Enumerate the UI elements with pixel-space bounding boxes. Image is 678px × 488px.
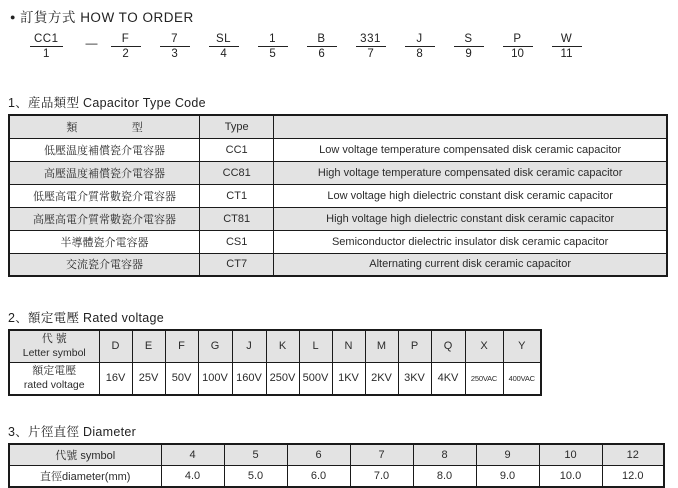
order-code-position: 4: [220, 48, 227, 60]
diameter-symbol-cell: 10: [539, 444, 602, 466]
page-title-text: 訂貨方式 HOW TO ORDER: [19, 10, 194, 25]
section-heading: 3、片徑直徑 Diameter: [8, 424, 137, 439]
type-desc-cell: High voltage temperature compensated disk ceramic capacitor: [274, 161, 667, 184]
voltage-value-cell: 25V: [132, 362, 165, 394]
order-code-position: 6: [318, 48, 325, 60]
diameter-value-cell: 9.0: [476, 465, 539, 487]
order-code-value: CC1: [30, 33, 63, 47]
order-code-position: 7: [367, 48, 374, 60]
diameter-symbol-cell: 9: [476, 444, 539, 466]
order-code-item: [209, 33, 239, 60]
order-code-position: 11: [560, 48, 573, 60]
diameter-value-cell: 6.0: [287, 465, 350, 487]
order-code-value: F: [111, 33, 141, 47]
voltage-value-row: [9, 362, 541, 394]
voltage-value-cell: 1KV: [332, 362, 365, 394]
diameter-value-cell: 7.0: [350, 465, 413, 487]
diameter-symbol-label-cell: 代號 symbol: [9, 444, 161, 466]
voltage-symbol-cell: J: [232, 330, 266, 362]
order-code-position: 5: [269, 48, 276, 60]
diameter-symbol-cell: 6: [287, 444, 350, 466]
voltage-value-cell: 250V: [266, 362, 299, 394]
voltage-symbol-label-cell: [9, 330, 99, 362]
order-code-value: P: [503, 33, 533, 47]
voltage-symbol-cell: L: [299, 330, 332, 362]
order-code-item: [307, 33, 337, 60]
diameter-symbol-cell: 12: [602, 444, 664, 466]
type-desc-cell: Semiconductor dielectric insulator disk ceramic capacitor: [274, 230, 667, 253]
diameter-table: [8, 443, 665, 488]
type-desc-cell: Alternating current disk ceramic capacitor: [274, 253, 667, 276]
order-code-value: SL: [209, 33, 239, 47]
type-desc-cell: Low voltage temperature compensated disk ceramic capacitor: [274, 138, 667, 161]
type-code-cell: CT7: [200, 253, 274, 276]
table-row: [9, 207, 667, 230]
voltage-value-cell: 4KV: [431, 362, 465, 394]
order-code-value: B: [307, 33, 337, 47]
diameter-symbol-row: [9, 444, 664, 466]
rated-voltage-table: [8, 329, 542, 396]
type-code-cell: CC81: [200, 161, 274, 184]
voltage-value-cell: 500V: [299, 362, 332, 394]
dash-separator: —: [85, 36, 97, 50]
page-title: [10, 6, 678, 26]
type-cn-header-char: 類: [66, 121, 78, 134]
order-code-item: [552, 33, 582, 60]
order-code-item: [405, 33, 435, 60]
order-code-line: [30, 33, 678, 60]
order-code-item: [454, 33, 484, 60]
table-header-row: [9, 115, 667, 138]
section-heading: 2、額定電壓 Rated voltage: [8, 311, 165, 325]
voltage-symbol-cell: G: [198, 330, 232, 362]
voltage-symbol-cell: D: [99, 330, 132, 362]
diameter-symbol-cell: 5: [224, 444, 287, 466]
diameter-value-row: [9, 465, 664, 487]
order-code-item: [503, 33, 533, 60]
section-capacitor-type: [0, 93, 678, 277]
voltage-value-cell: 3KV: [398, 362, 431, 394]
order-code-item: [30, 33, 63, 60]
voltage-symbol-cell: Y: [503, 330, 541, 362]
table-row: [9, 161, 667, 184]
diameter-value-cell: 5.0: [224, 465, 287, 487]
voltage-value-cell: 160V: [232, 362, 266, 394]
bullet-icon: ●: [10, 11, 16, 22]
voltage-label-en: rated voltage: [23, 378, 85, 391]
section-rated-voltage: [0, 308, 678, 396]
order-code-item: [356, 33, 386, 60]
table-row: [9, 138, 667, 161]
type-cn-cell: 低壓高電介質常數瓷介電容器: [9, 184, 200, 207]
voltage-value-cell: 50V: [165, 362, 198, 394]
table-row: [9, 253, 667, 276]
symbol-label-cn: 代 號: [41, 333, 67, 345]
type-code-cell: CS1: [200, 230, 274, 253]
order-code-item: [160, 33, 190, 60]
voltage-value-cell: 250VAC: [465, 362, 503, 394]
type-code-cell: CC1: [200, 138, 274, 161]
type-code-header-cell: Type: [200, 115, 274, 138]
section-diameter: [0, 422, 678, 488]
type-desc-cell: Low voltage high dielectric constant disk ceramic capacitor: [274, 184, 667, 207]
diameter-value-cell: 4.0: [161, 465, 224, 487]
order-code-value: 1: [258, 33, 288, 47]
voltage-symbol-cell: M: [365, 330, 398, 362]
section-heading: 1、産品類型 Capacitor Type Code: [8, 96, 206, 110]
order-code-position: 10: [511, 48, 524, 60]
voltage-symbol-cell: X: [465, 330, 503, 362]
diameter-symbol-cell: 4: [161, 444, 224, 466]
diameter-value-cell: 12.0: [602, 465, 664, 487]
diameter-symbol-cell: 7: [350, 444, 413, 466]
type-cn-cell: 高壓温度補償瓷介電容器: [9, 161, 200, 184]
voltage-symbol-cell: F: [165, 330, 198, 362]
voltage-symbol-cell: E: [132, 330, 165, 362]
order-code-value: W: [552, 33, 582, 47]
voltage-value-label-cell: [9, 362, 99, 394]
voltage-symbol-cell: P: [398, 330, 431, 362]
order-code-item: [111, 33, 141, 60]
voltage-value-cell: 2KV: [365, 362, 398, 394]
type-code-cell: CT1: [200, 184, 274, 207]
voltage-value-cell: 16V: [99, 362, 132, 394]
order-code-position: 9: [465, 48, 472, 60]
order-code-position: 3: [171, 48, 178, 60]
voltage-symbol-cell: N: [332, 330, 365, 362]
type-cn-cell: 半導體瓷介電容器: [9, 230, 200, 253]
order-code-position: 1: [43, 48, 50, 60]
voltage-value-cell: 400VAC: [503, 362, 541, 394]
order-code-position: 8: [416, 48, 423, 60]
order-code-value: 7: [160, 33, 190, 47]
capacitor-type-table: [8, 114, 668, 277]
type-cn-cell: 高壓高電介質常數瓷介電容器: [9, 207, 200, 230]
diameter-value-label-cell: 直徑diameter(mm): [9, 465, 161, 487]
voltage-symbol-cell: Q: [431, 330, 465, 362]
table-row: [9, 184, 667, 207]
diameter-value-cell: 8.0: [413, 465, 476, 487]
type-cn-header-cell: [9, 115, 200, 138]
order-code-value: S: [454, 33, 484, 47]
order-code-item: [258, 33, 288, 60]
order-code-position: 2: [122, 48, 129, 60]
voltage-symbol-cell: K: [266, 330, 299, 362]
voltage-label-cn: 額定電壓: [32, 364, 77, 377]
type-cn-cell: 交流瓷介電容器: [9, 253, 200, 276]
symbol-label-en: Letter symbol: [22, 346, 86, 359]
type-code-cell: CT81: [200, 207, 274, 230]
order-code-value: 331: [356, 33, 386, 47]
voltage-symbol-row: [9, 330, 541, 362]
type-desc-cell: High voltage high dielectric constant disk ceramic capacitor: [274, 207, 667, 230]
diameter-symbol-cell: 8: [413, 444, 476, 466]
type-desc-header-cell: [274, 115, 667, 138]
type-cn-cell: 低壓温度補償瓷介電容器: [9, 138, 200, 161]
voltage-value-cell: 100V: [198, 362, 232, 394]
order-code-value: J: [405, 33, 435, 47]
diameter-value-cell: 10.0: [539, 465, 602, 487]
table-row: [9, 230, 667, 253]
type-cn-header-char: 型: [131, 121, 143, 134]
